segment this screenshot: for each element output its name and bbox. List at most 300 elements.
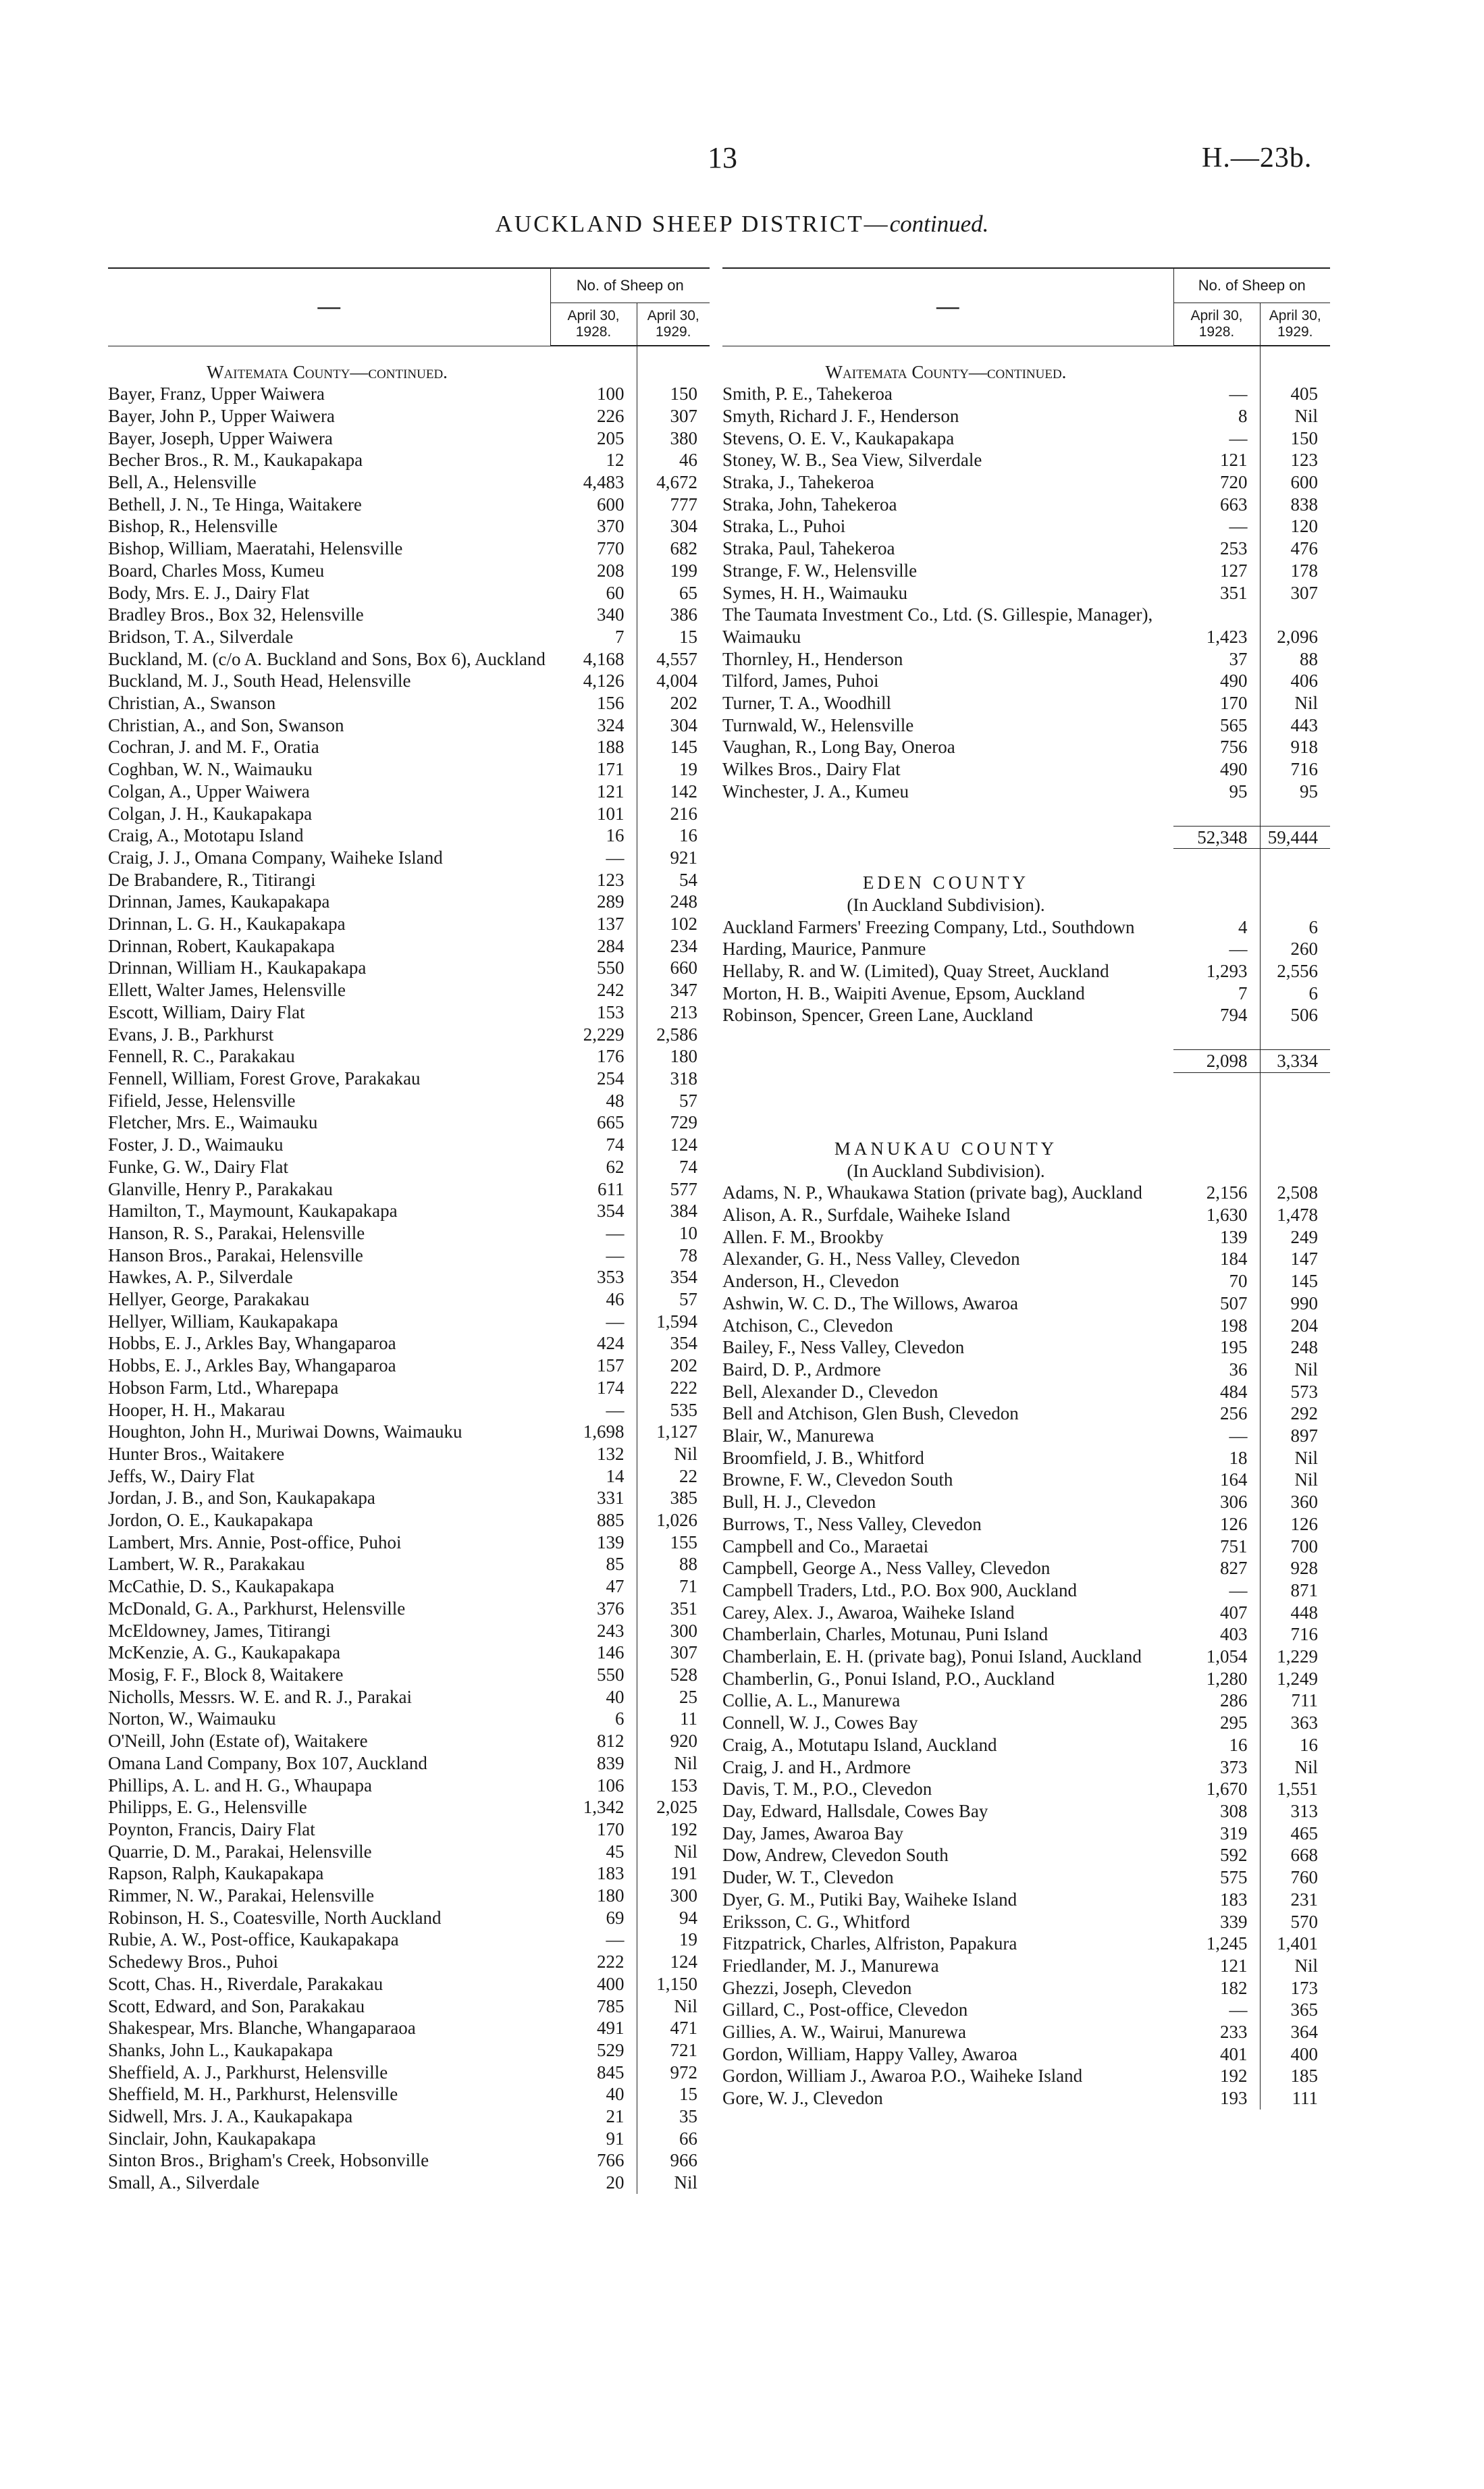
holder-name: Fitzpatrick, Charles, Alfriston, Papakura	[722, 1933, 1017, 1954]
sheep-1929: 535	[670, 1399, 697, 1420]
table-row	[108, 1531, 710, 1554]
holder-name: Hellaby, R. and W. (Limited), Quay Street, Auckland	[722, 961, 1109, 982]
sheep-1928: 351	[1173, 582, 1260, 604]
table-row	[108, 1929, 710, 1951]
table-row	[108, 1664, 710, 1686]
sheep-1929	[1260, 849, 1330, 872]
holder-name: Hanson, R. S., Parakai, Helensville	[108, 1222, 365, 1243]
sheep-1928: 550	[550, 1664, 637, 1686]
sheep-1928: —	[1173, 383, 1260, 405]
header-1928: April 30, 1928.	[1173, 303, 1260, 346]
total-1928: 52,348	[1173, 826, 1260, 849]
sheep-1929: 506	[1290, 1005, 1318, 1026]
sheep-1928: 16	[550, 824, 637, 847]
sheep-1928: 174	[550, 1377, 637, 1399]
holder-name: Craig, A., Mototapu Island	[108, 825, 304, 846]
holder-name: Winchester, J. A., Kumeu	[722, 781, 909, 802]
sheep-1928: 193	[1173, 2087, 1260, 2110]
sheep-1928: 507	[1173, 1292, 1260, 1315]
table-row	[108, 714, 710, 737]
sheep-1928: 48	[550, 1090, 637, 1112]
eden-subdivision	[722, 894, 1330, 916]
table-row	[722, 1182, 1330, 1204]
holder-name: Becher Bros., R. M., Kaukapakapa	[108, 450, 363, 471]
holder-name: Craig, A., Motutapu Island, Auckland	[722, 1734, 997, 1755]
sheep-1929: 153	[670, 1775, 697, 1796]
table-row	[722, 1734, 1330, 1756]
holder-name: Schedewy Bros., Puhoi	[108, 1951, 278, 1972]
holder-name: Gillies, A. W., Wairui, Manurewa	[722, 2022, 967, 2043]
table-row	[722, 582, 1330, 604]
table-row	[722, 427, 1330, 450]
sheep-1929: 155	[670, 1531, 697, 1552]
holder-name: Campbell, George A., Ness Valley, Clevedon	[722, 1558, 1051, 1579]
sheep-1928: —	[1173, 1579, 1260, 1602]
sheep-1928: 85	[550, 1553, 637, 1575]
sheep-1929: 4,557	[656, 648, 697, 669]
sheep-1928: 188	[550, 736, 637, 758]
holder-name: Turnwald, W., Helensville	[722, 714, 914, 735]
holder-name: Hunter Bros., Waitakere	[108, 1443, 285, 1464]
holder-name: Houghton, John H., Muriwai Downs, Waimauku	[108, 1421, 462, 1442]
table-row	[722, 2043, 1330, 2066]
sheep-1929: 71	[679, 1576, 697, 1597]
sheep-1929: 78	[679, 1244, 697, 1265]
sheep-1929: 838	[1290, 494, 1318, 515]
sheep-1928: 21	[550, 2105, 637, 2128]
table-row	[108, 1708, 710, 1730]
table-row	[108, 1775, 710, 1797]
table-row	[108, 1620, 710, 1642]
holder-name: Bishop, R., Helensville	[108, 516, 278, 537]
sheep-1929: 354	[670, 1267, 697, 1288]
holder-name: Board, Charles Moss, Kumeu	[108, 560, 325, 581]
holder-name: McDonald, G. A., Parkhurst, Helensville	[108, 1598, 406, 1619]
holder-name: Philipps, E. G., Helensville	[108, 1797, 307, 1818]
sheep-1929: 385	[670, 1488, 697, 1509]
sheep-1929: 307	[670, 1642, 697, 1663]
sheep-1928: 1,670	[1173, 1778, 1260, 1800]
holder-name: Vaughan, R., Long Bay, Oneroa	[722, 737, 955, 758]
sheep-1928	[1173, 894, 1260, 916]
sheep-1929	[1260, 872, 1330, 894]
table-row	[108, 449, 710, 471]
sheep-1929: 249	[1290, 1226, 1318, 1247]
table-row	[108, 1487, 710, 1509]
holder-name: Norton, W., Waimauku	[108, 1708, 276, 1729]
sheep-1929: 19	[679, 759, 697, 780]
sheep-1929: 19	[679, 1929, 697, 1950]
sheep-1928: 490	[1173, 758, 1260, 781]
sheep-1928: 208	[550, 560, 637, 582]
holder-name: Burrows, T., Ness Valley, Clevedon	[722, 1513, 982, 1534]
holder-name: Nicholls, Messrs. W. E. and R. J., Parakai	[108, 1686, 412, 1707]
holder-name: Allen. F. M., Brookby	[722, 1226, 884, 1247]
table-row	[722, 1999, 1330, 2021]
table-row	[108, 1024, 710, 1046]
left-table	[108, 267, 710, 2194]
table-row	[722, 1579, 1330, 1602]
table-row	[722, 1204, 1330, 1226]
table-row	[108, 1509, 710, 1531]
sheep-1928: 424	[550, 1332, 637, 1355]
right-column	[722, 267, 1330, 2110]
holder-name: Shanks, John L., Kaukapakapa	[108, 2039, 333, 2060]
sheep-1929: 364	[1290, 2022, 1318, 2043]
sheep-1928: 794	[1173, 1004, 1260, 1026]
sheep-1928: 1,245	[1173, 1933, 1260, 1955]
sheep-1928: 1,280	[1173, 1668, 1260, 1690]
holder-name: Day, James, Awaroa Bay	[722, 1823, 903, 1843]
table-row	[722, 1668, 1330, 1690]
table-row	[108, 824, 710, 847]
holder-name: Carey, Alex. J., Awaroa, Waiheke Island	[722, 1602, 1015, 1623]
eden-total-row	[722, 1050, 1330, 1073]
sheep-1929: 145	[1290, 1271, 1318, 1292]
sheep-1929: 46	[679, 450, 697, 471]
holder-name: Dow, Andrew, Clevedon South	[722, 1845, 949, 1866]
holder-name: Chamberlin, G., Ponui Island, P.O., Auckland	[722, 1668, 1055, 1689]
table-row	[722, 1359, 1330, 1381]
sheep-1928: 242	[550, 979, 637, 1001]
table-row	[108, 1575, 710, 1598]
table-row	[108, 2128, 710, 2150]
sheep-1929: Nil	[674, 1443, 697, 1464]
sheep-1929: 351	[670, 1598, 697, 1619]
sheep-1928: —	[1173, 938, 1260, 960]
sheep-1928	[1173, 872, 1260, 894]
sheep-1929: 577	[670, 1178, 697, 1199]
sheep-1928: 121	[550, 781, 637, 803]
holder-name: Ellett, Walter James, Helensville	[108, 980, 346, 1001]
sheep-1929	[1260, 1138, 1330, 1160]
sheep-1929: 1,026	[656, 1510, 697, 1531]
sheep-1928: 256	[1173, 1403, 1260, 1425]
sheep-1929: 465	[1290, 1823, 1318, 1843]
holder-name: Wilkes Bros., Dairy Flat	[722, 759, 901, 780]
table-row	[108, 1068, 710, 1090]
sheep-1928: 123	[550, 869, 637, 891]
table-row	[108, 736, 710, 758]
eden-county-heading: EDEN COUNTY	[862, 872, 1030, 893]
sheep-1929: 180	[670, 1046, 697, 1067]
table-row	[108, 1796, 710, 1818]
sheep-1929: 304	[670, 516, 697, 537]
table-row	[722, 1336, 1330, 1359]
sheep-1928: 550	[550, 957, 637, 979]
sheep-1928	[1173, 1160, 1260, 1182]
sheep-1928	[1173, 1026, 1260, 1050]
sheep-1928: 164	[1173, 1469, 1260, 1491]
table-row	[722, 1712, 1330, 1734]
sheep-1928: 69	[550, 1907, 637, 1929]
sheep-1929: 313	[1290, 1800, 1318, 1821]
sheep-1928: 62	[550, 1156, 637, 1178]
table-row	[722, 383, 1330, 405]
sheep-1929: 120	[1290, 516, 1318, 537]
table-row	[108, 1885, 710, 1907]
table-row	[108, 1862, 710, 1885]
holder-name: Small, A., Silverdale	[108, 2172, 260, 2193]
sheep-1928: 370	[550, 515, 637, 538]
holder-name: Bayer, Franz, Upper Waiwera	[108, 384, 325, 404]
sheep-1929: 300	[670, 1620, 697, 1641]
sheep-1928: 353	[550, 1266, 637, 1288]
sheep-1928: 306	[1173, 1491, 1260, 1513]
table-row	[108, 1001, 710, 1024]
sheep-1929: 721	[670, 2039, 697, 2060]
sheep-1928: 183	[1173, 1889, 1260, 1911]
holder-name: O'Neill, John (Estate of), Waitakere	[108, 1731, 368, 1752]
holder-name: Adams, N. P., Whaukawa Station (private bag), Auckland	[722, 1182, 1142, 1203]
holder-name: Stevens, O. E. V., Kaukapakapa	[722, 427, 955, 448]
holder-name: Connell, W. J., Cowes Bay	[722, 1712, 918, 1733]
sheep-1929: 124	[670, 1951, 697, 1972]
holder-name: Phillips, A. L. and H. G., Whaupapa	[108, 1775, 372, 1796]
sheep-1928: 253	[1173, 538, 1260, 560]
sheep-1928: 284	[550, 935, 637, 958]
sheep-1928: 2,229	[550, 1024, 637, 1046]
holder-name: Colgan, A., Upper Waiwera	[108, 781, 310, 802]
sheep-1929: 150	[1290, 427, 1318, 448]
table-row	[108, 2083, 710, 2105]
table-row	[108, 1332, 710, 1355]
table-row	[722, 1623, 1330, 1646]
sheep-1929	[1260, 803, 1330, 827]
sheep-1929: Nil	[1294, 693, 1318, 714]
sheep-1928: 127	[1173, 560, 1260, 582]
sheep-1928: —	[1173, 515, 1260, 538]
total-1929: 59,444	[1260, 826, 1330, 849]
sheep-1928: 46	[550, 1288, 637, 1311]
sheep-1929: 11	[680, 1708, 697, 1729]
table-row	[108, 692, 710, 714]
table-row	[108, 957, 710, 979]
eden-subdivision: (In Auckland Subdivision).	[847, 894, 1045, 915]
table-row	[722, 714, 1330, 737]
spacer-row	[722, 849, 1330, 872]
sheep-1929: 126	[1290, 1513, 1318, 1534]
sheep-1928: 40	[550, 1686, 637, 1708]
table-row	[722, 1933, 1330, 1955]
holder-name: Jordon, O. E., Kaukapakapa	[108, 1510, 313, 1531]
sheep-1929	[1260, 1160, 1330, 1182]
header-1928: April 30, 1928.	[550, 303, 637, 346]
table-row	[108, 2172, 710, 2194]
table-row	[722, 1226, 1330, 1249]
sheep-1928: 47	[550, 1575, 637, 1598]
table-row	[722, 736, 1330, 758]
manukau-county-heading	[722, 1138, 1330, 1160]
sheep-1928	[1173, 803, 1260, 827]
sheep-1929: 528	[670, 1664, 697, 1685]
sheep-1928: 180	[550, 1885, 637, 1907]
sheep-1928: —	[1173, 1999, 1260, 2021]
sheep-1928: 491	[550, 2017, 637, 2039]
table-row	[108, 1686, 710, 1708]
sheep-1928: —	[550, 1244, 637, 1267]
sheep-1929: 400	[1290, 2043, 1318, 2064]
holder-name: Christian, A., Swanson	[108, 693, 276, 714]
sheep-1929: 202	[670, 1355, 697, 1376]
holder-name: Sidwell, Mrs. J. A., Kaukapakapa	[108, 2106, 353, 2127]
sheep-1929: 95	[1300, 781, 1318, 802]
sheep-1928: 126	[1173, 1513, 1260, 1536]
holder-name: Thornley, H., Henderson	[722, 648, 903, 669]
table-row	[722, 1646, 1330, 1668]
holder-name: Hobson Farm, Ltd., Wharepapa	[108, 1377, 339, 1398]
sheep-1929: 406	[1290, 671, 1318, 691]
table-row	[722, 1977, 1330, 1999]
sheep-1929: 248	[1290, 1337, 1318, 1358]
table-row	[722, 1248, 1330, 1270]
sheep-1928: 376	[550, 1598, 637, 1620]
table-row	[722, 916, 1330, 939]
sheep-1928: 592	[1173, 1844, 1260, 1866]
sheep-1929: 4,004	[656, 671, 697, 691]
sheep-1928: 132	[550, 1443, 637, 1465]
sheep-1929: 918	[1290, 737, 1318, 758]
holder-name: Scott, Edward, and Son, Parakakau	[108, 1995, 365, 2016]
table-row	[108, 1818, 710, 1841]
table-row	[108, 1730, 710, 1752]
holder-name: Drinnan, Robert, Kaukapakapa	[108, 935, 335, 956]
sheep-1929: 711	[1291, 1690, 1318, 1711]
holder-name: Hawkes, A. P., Silverdale	[108, 1267, 293, 1288]
sheep-1929: 216	[670, 803, 697, 824]
holder-name: Robinson, H. S., Coatesville, North Auckland	[108, 1907, 442, 1928]
table-row	[108, 1266, 710, 1288]
sheep-1929: 307	[1290, 582, 1318, 603]
table-row	[108, 2017, 710, 2039]
table-row	[108, 1421, 710, 1443]
holder-name: Lambert, W. R., Parakakau	[108, 1554, 305, 1575]
table-row	[722, 781, 1330, 803]
holder-name: Straka, J., Tahekeroa	[722, 472, 874, 493]
sheep-1928: 839	[550, 1752, 637, 1775]
holder-name: Bell and Atchison, Glen Bush, Clevedon	[722, 1403, 1019, 1424]
sheep-1929: 990	[1290, 1292, 1318, 1313]
sheep-1929: 231	[1290, 1889, 1318, 1910]
sheep-1928: —	[1173, 427, 1260, 450]
table-row	[108, 1841, 710, 1863]
holder-name: Bell, Alexander D., Clevedon	[722, 1381, 938, 1402]
sheep-1928: 101	[550, 803, 637, 825]
sheep-1928: 295	[1173, 1712, 1260, 1734]
sheep-1928: 4,126	[550, 670, 637, 692]
sheep-1929: 16	[1300, 1734, 1318, 1755]
table-row	[722, 960, 1330, 983]
sheep-1929: 476	[1290, 538, 1318, 559]
table-row	[722, 1800, 1330, 1823]
sheep-1928: 4,483	[550, 471, 637, 494]
sheep-1928: 18	[1173, 1447, 1260, 1469]
sheep-1929: 234	[670, 935, 697, 956]
sheep-1929	[1260, 894, 1330, 916]
table-row	[108, 1752, 710, 1775]
sheep-1929: 600	[1290, 472, 1318, 493]
table-row	[722, 1866, 1330, 1889]
sheep-1929: 145	[670, 737, 697, 758]
holder-name	[722, 1050, 1173, 1073]
sheep-1928: 121	[1173, 1955, 1260, 1977]
table-row	[722, 1381, 1330, 1403]
table-row	[108, 2149, 710, 2172]
waitemata-total-row	[722, 826, 1330, 849]
sheep-1928: 184	[1173, 1248, 1260, 1270]
sheep-1928: 354	[550, 1200, 637, 1222]
spacer-row	[722, 803, 1330, 827]
sheep-1928: 401	[1173, 2043, 1260, 2066]
table-row	[108, 538, 710, 560]
holder-name: Atchison, C., Clevedon	[722, 1315, 893, 1336]
holder-name: Bradley Bros., Box 32, Helensville	[108, 604, 364, 625]
sheep-1929: 729	[670, 1112, 697, 1133]
sheep-1929: 304	[670, 714, 697, 735]
sheep-1929: 700	[1290, 1536, 1318, 1556]
holder-name: Straka, L., Puhoi	[722, 516, 846, 537]
table-row	[108, 1178, 710, 1201]
holder-name: Colgan, J. H., Kaukapakapa	[108, 803, 313, 824]
sheep-1929: Nil	[1294, 405, 1318, 426]
sheep-1928: 222	[550, 1951, 637, 1973]
table-row	[108, 1134, 710, 1156]
sheep-1929: Nil	[674, 1752, 697, 1773]
table-row	[108, 803, 710, 825]
sheep-1929: 10	[679, 1222, 697, 1243]
holder-name: Symes, H. H., Waimauku	[722, 582, 908, 603]
table-row	[722, 1004, 1330, 1026]
table-row	[722, 1536, 1330, 1558]
holder-name: Hamilton, T., Maymount, Kaukapakapa	[108, 1201, 398, 1222]
holder-name: Smith, P. E., Tahekeroa	[722, 384, 893, 404]
table-row	[108, 405, 710, 427]
holder-name: Fennell, R. C., Parakakau	[108, 1046, 295, 1067]
table-row	[108, 1090, 710, 1112]
holder-name: Sinton Bros., Brigham's Creek, Hobsonville	[108, 2150, 429, 2171]
table-row	[108, 913, 710, 935]
table-row	[108, 1288, 710, 1311]
sheep-1928: 766	[550, 2149, 637, 2172]
sheep-1929: 928	[1290, 1558, 1318, 1579]
sheep-1928: 1,054	[1173, 1646, 1260, 1668]
sheep-1928: 171	[550, 758, 637, 781]
sheep-1928: 827	[1173, 1557, 1260, 1579]
sheep-1929: 1,594	[656, 1311, 697, 1332]
table-row	[108, 1443, 710, 1465]
table-row	[722, 692, 1330, 714]
sheep-1929: 4,672	[656, 472, 697, 493]
table-row	[722, 758, 1330, 781]
sheep-1929: 1,127	[656, 1421, 697, 1442]
holder-name: Collie, A. L., Manurewa	[722, 1690, 901, 1711]
holder-name: Hobbs, E. J., Arkles Bay, Whangaparoa	[108, 1333, 396, 1354]
sheep-1929: 192	[670, 1818, 697, 1839]
sheep-1929: 16	[679, 825, 697, 846]
table-row	[108, 383, 710, 405]
sheep-1929: 25	[679, 1686, 697, 1707]
sheep-1928: 183	[550, 1862, 637, 1885]
sheep-1929: 570	[1290, 1911, 1318, 1932]
table-row	[722, 2065, 1330, 2087]
holder-name: McEldowney, James, Titirangi	[108, 1620, 331, 1641]
sheep-1929: 22	[679, 1465, 697, 1486]
sheep-1928: 7	[1173, 983, 1260, 1005]
sheep-1928: 12	[550, 449, 637, 471]
total-1929: 3,334	[1260, 1050, 1330, 1073]
holder-name: Broomfield, J. B., Whitford	[722, 1447, 924, 1468]
table-row	[108, 1642, 710, 1664]
